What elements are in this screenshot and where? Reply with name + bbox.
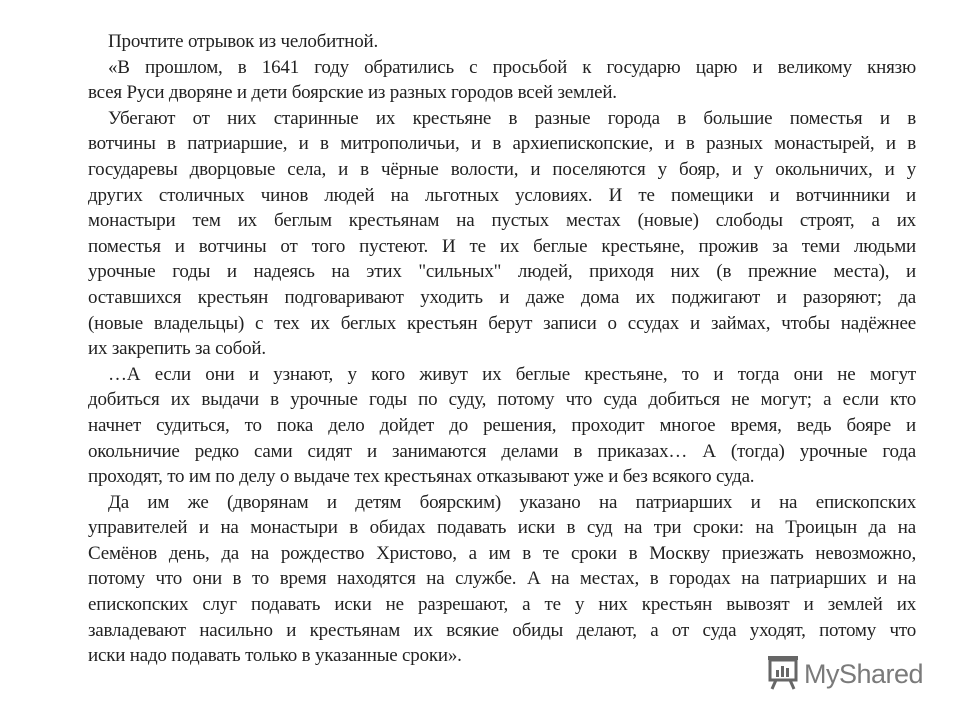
text-line: управителей и на монастыри в обидах подавать иски в суд на три сроки: на Троицын да на <box>88 517 916 539</box>
text-line: оставшихся крестьян подговаривают уходить и даже дома их поджигают и разоряют; да <box>88 286 916 308</box>
paragraph <box>88 106 916 362</box>
text-line: Да им же (дворянам и детям боярским) указано на патриарших и на епископских <box>108 491 916 513</box>
text-line: вотчины в патриаршие, и в митрополичьи, и в архиепископские, и в разных монастырей, и в <box>88 133 916 155</box>
presentation-board-icon <box>766 654 800 695</box>
text-line: проходят, то им по делу о выдаче тех крестьянах отказывают уже и без всякого суда. <box>88 466 755 488</box>
text-line: Прочтите отрывок из челобитной. <box>108 31 379 52</box>
text-line: начнет судиться, то пока дело дойдет до решения, проходит многое время, ведь бояре и <box>88 414 916 436</box>
watermark-text: MyShared <box>804 659 924 689</box>
text-line: «В прошлом, в 1641 году обратились с просьбой к государю царю и великому князю <box>108 56 916 78</box>
text-line: других столичных чинов людей на льготных условиях. И те помещики и вотчинники и <box>88 184 916 206</box>
text-line: их закрепить за собой. <box>88 338 266 360</box>
text-line: Семёнов день, да на рождество Христово, а им в те сроки в Москву приезжать невозможно, <box>88 542 916 564</box>
text-line: (новые владельцы) с тех их беглых крестьян берут записи о ссудах и займах, чтобы надёжнее <box>88 312 916 334</box>
paragraph <box>88 55 916 106</box>
text-line: монастыри тем их беглым крестьянам на пустых местах (новые) слободы строят, а их <box>88 210 916 232</box>
text-line: Убегают от них старинные их крестьяне в разные города в большие поместья и в <box>108 107 916 129</box>
text-line: завладевают насильно и крестьянам их всякие обиды делают, а от суда уходят, потому что <box>88 619 916 641</box>
text-line: епископских слуг подавать иски не разрешают, а те у них крестьян вывозят и землей их <box>88 594 916 616</box>
paragraph <box>88 29 916 55</box>
text-line: добиться их выдачи в урочные годы по суду, потому что суда добиться не могут; а если кто <box>88 389 916 411</box>
text-line: окольничие редко сами сидят и занимаются делами в приказах… А (тогда) урочные года <box>88 440 916 462</box>
text-line: всея Руси дворяне и дети боярские из разных городов всей землей. <box>88 82 617 104</box>
text-line: потому что они в то время находятся на службе. А на местах, в городах на патриарших и на <box>88 568 916 590</box>
paragraph <box>88 362 916 490</box>
text-line: государевы дворцовые села, и в чёрные волости, и поселяются у бояр, и у окольничих, и у <box>88 158 916 180</box>
myshared-watermark <box>766 654 923 695</box>
text-line: иски надо подавать только в указанные сроки». <box>88 645 462 667</box>
document-body <box>88 29 916 669</box>
text-line: урочные годы и надеясь на этих "сильных" людей, приходя них (в прежние места), и <box>88 261 916 283</box>
paragraph <box>88 490 916 669</box>
text-line: поместья и вотчины от того пустеют. И те их беглые крестьяне, прожив за теми людьми <box>88 235 916 257</box>
text-line: …А если они и узнают, у кого живут их беглые крестьяне, то и тогда они не могут <box>108 363 916 385</box>
